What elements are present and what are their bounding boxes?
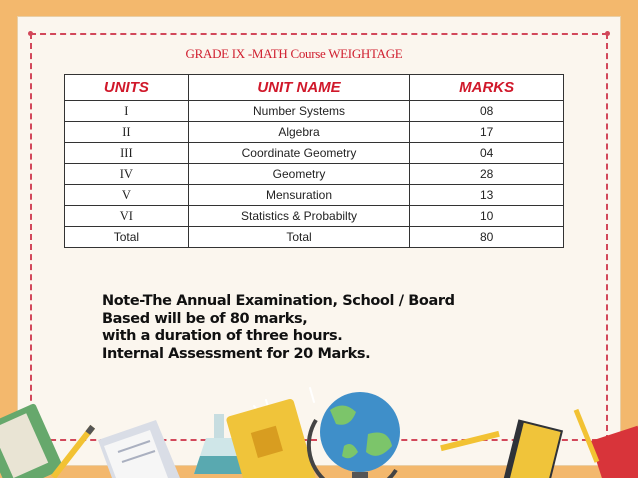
table-row (65, 164, 564, 185)
unit-cell: V (65, 185, 189, 206)
note-line: with a duration of three hours. (102, 328, 343, 344)
marks-cell: 28 (410, 164, 564, 185)
note-line: Internal Assessment for 20 Marks. (102, 345, 371, 362)
marks-cell: 80 (410, 227, 564, 248)
unit-cell: IV (65, 164, 189, 185)
table-header-row (65, 75, 564, 101)
unit-cell: III (65, 143, 189, 164)
header-marks: MARKS (410, 75, 564, 101)
table-total-row (65, 227, 564, 248)
marks-cell: 10 (410, 206, 564, 227)
unit-name-cell: Algebra (188, 122, 410, 143)
table-row (65, 122, 564, 143)
unit-name-cell: Coordinate Geometry (188, 143, 410, 164)
unit-name-cell: Number Systems (188, 101, 410, 122)
table-row (65, 101, 564, 122)
note-line: Based will be of 80 marks, (102, 310, 308, 327)
marks-cell: 04 (410, 143, 564, 164)
note-line: Note-The Annual Examination, School / Board (102, 293, 455, 309)
marks-cell: 13 (410, 185, 564, 206)
header-unit-name: UNIT NAME (188, 75, 410, 101)
weightage-table (64, 74, 564, 248)
page-title: GRADE IX -MATH Course WEIGHTAGE (185, 46, 403, 61)
marks-cell: 17 (410, 122, 564, 143)
table-row (65, 143, 564, 164)
unit-cell: II (65, 122, 189, 143)
header-units: UNITS (65, 75, 189, 101)
table-row (65, 206, 564, 227)
unit-name-cell: Total (188, 227, 410, 248)
exam-note (102, 293, 562, 363)
unit-name-cell: Statistics & Probabilty (188, 206, 410, 227)
unit-name-cell: Mensuration (188, 185, 410, 206)
unit-cell: Total (65, 227, 189, 248)
unit-cell: VI (65, 206, 189, 227)
table-row (65, 185, 564, 206)
unit-name-cell: Geometry (188, 164, 410, 185)
marks-cell: 08 (410, 101, 564, 122)
unit-cell: I (65, 101, 189, 122)
